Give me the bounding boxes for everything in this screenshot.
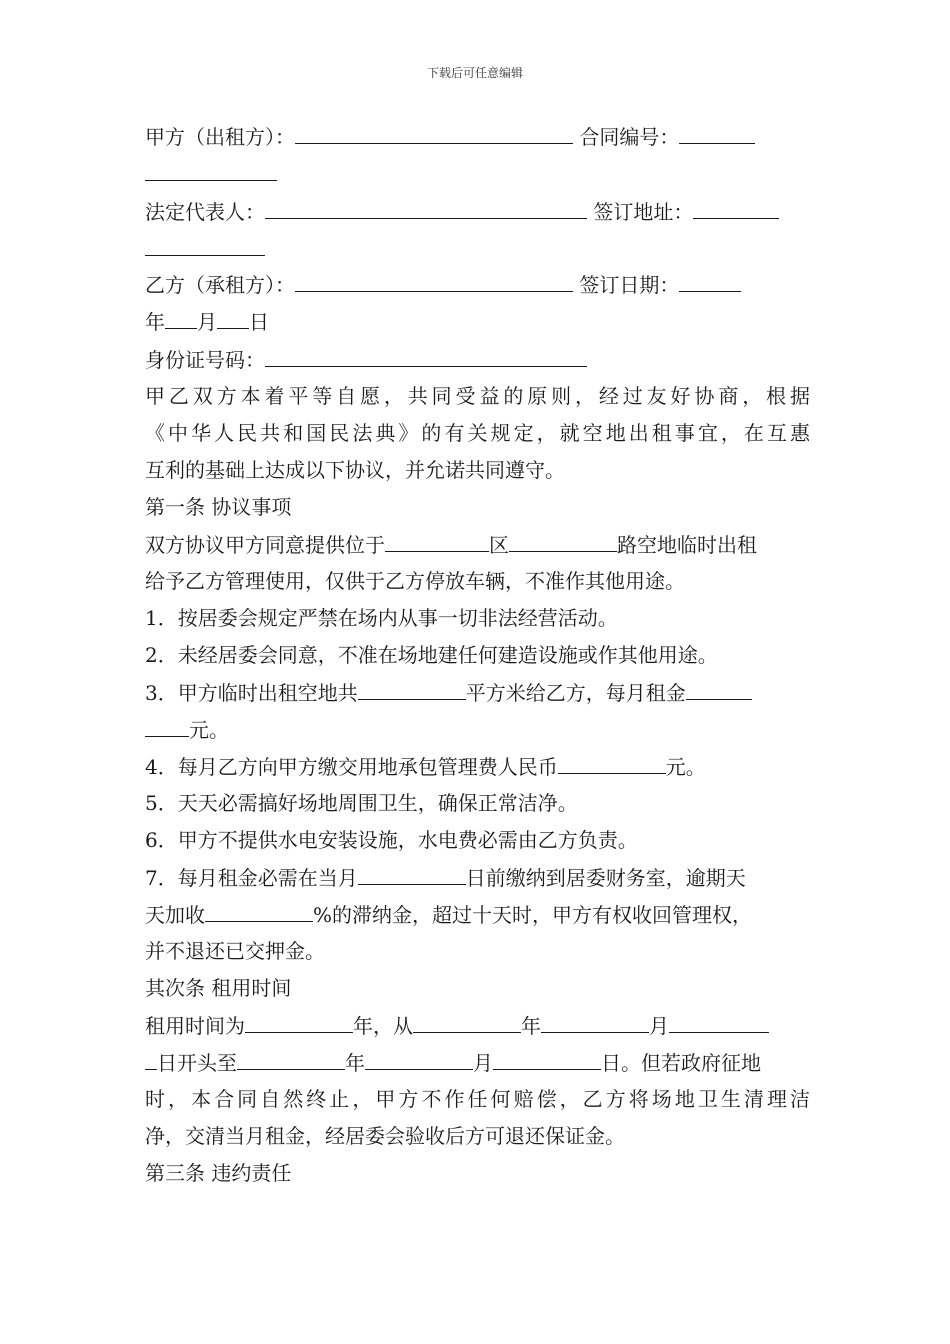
road-blank xyxy=(509,529,617,552)
clause-5: 5．天天必需搞好场地周围卫生，确保正常洁净。 xyxy=(145,791,578,815)
yuan-label: 元。 xyxy=(189,718,229,742)
start-month-blank xyxy=(541,1010,649,1033)
clause-3-continuation xyxy=(145,714,810,745)
preamble-line-1: 甲乙双方本着平等自愿，共同受益的原则，经过友好协商，根据 xyxy=(145,384,810,408)
term-prefix: 租用时间为 xyxy=(145,1014,245,1038)
preamble-line-3: 互利的基础上达成以下协议，并允诺共同遵守。 xyxy=(145,458,565,482)
start-year-label: 年 xyxy=(521,1014,541,1038)
clause-2: 2．未经居委会同意，不准在场地建任何建造设施或作其他用途。 xyxy=(145,643,718,667)
day-blank xyxy=(217,306,249,329)
legal-rep-label: 法定代表人： xyxy=(145,200,265,224)
clause-7-line-3: 并不退还已交押金。 xyxy=(145,939,325,963)
sign-address-blank xyxy=(693,196,779,219)
clause-4-suffix: 元。 xyxy=(665,755,706,779)
late-fee-blank xyxy=(205,899,313,922)
clause-7-line-2 xyxy=(145,899,810,930)
term-from-label: 年，从 xyxy=(353,1014,413,1038)
district-label: 区 xyxy=(489,533,509,557)
end-year-blank xyxy=(237,1047,345,1070)
clause-4 xyxy=(145,751,810,782)
sign-date-label: 签订日期： xyxy=(579,273,680,297)
location-prefix: 双方协议甲方同意提供位于 xyxy=(145,533,385,557)
start-day-label: 日开头至 xyxy=(157,1051,237,1075)
party-a-blank xyxy=(295,121,573,144)
article-1-line-2: 给予乙方管理使用，仅供于乙方停放车辆，不准作其他用途。 xyxy=(145,569,685,593)
end-month-label: 月 xyxy=(473,1051,493,1075)
preamble-line-2: 《中华人民共和国民法典》的有关规定，就空地出租事宜，在互惠 xyxy=(145,421,810,445)
end-year-label: 年 xyxy=(345,1051,365,1075)
rent-blank xyxy=(686,677,752,700)
article-2-line-3: 时，本合同自然终止，甲方不作任何赔偿，乙方将场地卫生清理洁 xyxy=(145,1087,810,1111)
id-number-line xyxy=(145,344,810,375)
legal-rep-line xyxy=(145,196,810,227)
start-day-blank xyxy=(669,1010,769,1033)
end-month-blank xyxy=(365,1047,473,1070)
district-blank xyxy=(385,529,489,552)
article-2-line-4: 净，交清当月租金，经居委会验收后方可退还保证金。 xyxy=(145,1124,625,1148)
contract-number-label: 合同编号： xyxy=(579,125,680,149)
end-day-blank xyxy=(493,1047,601,1070)
contract-number-blank xyxy=(679,121,755,144)
late-fee-suffix: %的滞纳金，超过十天时，甲方有权收回管理权， xyxy=(313,903,753,927)
clause-1: 1．按居委会规定严禁在场内从事一切非法经营活动。 xyxy=(145,606,618,630)
road-label: 路空地临时出租 xyxy=(617,533,757,557)
day-label: 日 xyxy=(249,310,269,334)
due-day-blank xyxy=(358,862,466,885)
article-1-heading: 第一条 协议事项 xyxy=(145,495,292,519)
party-b-label: 乙方（承租方）： xyxy=(145,273,295,297)
page-header-note: 下载后可任意编辑 xyxy=(426,66,523,80)
clause-3-rent-label: 平方米给乙方，每月租金 xyxy=(465,681,686,705)
start-year-blank xyxy=(413,1010,521,1033)
management-fee-blank xyxy=(558,751,666,774)
term-years-blank xyxy=(245,1010,353,1033)
id-number-label: 身份证号码： xyxy=(145,348,265,372)
end-day-label: 日。但若政府征地 xyxy=(601,1051,761,1075)
party-a-line xyxy=(145,121,810,152)
clause-4-prefix: 4．每月乙方向甲方缴交用地承包管理费人民币 xyxy=(145,755,558,779)
contract-number-blank-cont xyxy=(145,158,277,181)
sign-address-blank-cont xyxy=(145,233,265,256)
sign-date-continuation xyxy=(145,306,810,337)
clause-7 xyxy=(145,862,810,893)
article-2-line-2 xyxy=(145,1047,810,1078)
article-2-heading: 其次条 租用时间 xyxy=(145,976,292,1000)
clause-3 xyxy=(145,677,810,708)
year-label: 年 xyxy=(145,310,165,334)
area-blank xyxy=(358,677,466,700)
party-b-blank xyxy=(295,269,573,292)
article-3-heading: 第三条 违约责任 xyxy=(145,1161,292,1185)
article-1-line-1 xyxy=(145,529,810,560)
month-blank xyxy=(165,306,197,329)
clause-6: 6．甲方不提供水电安装设施，水电费必需由乙方负责。 xyxy=(145,828,638,852)
start-month-label: 月 xyxy=(649,1014,669,1038)
party-a-label: 甲方（出租方）： xyxy=(145,125,295,149)
late-fee-prefix: 天加收 xyxy=(145,903,205,927)
article-2-line-1 xyxy=(145,1010,810,1041)
sign-date-year-blank xyxy=(679,269,741,292)
clause-7-suffix: 日前缴纳到居委财务室，逾期天 xyxy=(465,866,746,890)
clause-7-prefix: 7．每月租金必需在当月 xyxy=(145,866,358,890)
clause-3-prefix: 3．甲方临时出租空地共 xyxy=(145,681,358,705)
id-number-blank xyxy=(265,344,587,367)
month-label: 月 xyxy=(197,310,217,334)
legal-rep-blank xyxy=(265,196,587,219)
contract-number-continuation xyxy=(145,158,810,189)
sign-address-label: 签订地址： xyxy=(593,200,694,224)
start-day-blank-cont xyxy=(145,1047,157,1070)
sign-address-continuation xyxy=(145,233,810,264)
rent-blank-cont xyxy=(145,714,189,737)
party-b-line xyxy=(145,269,810,300)
